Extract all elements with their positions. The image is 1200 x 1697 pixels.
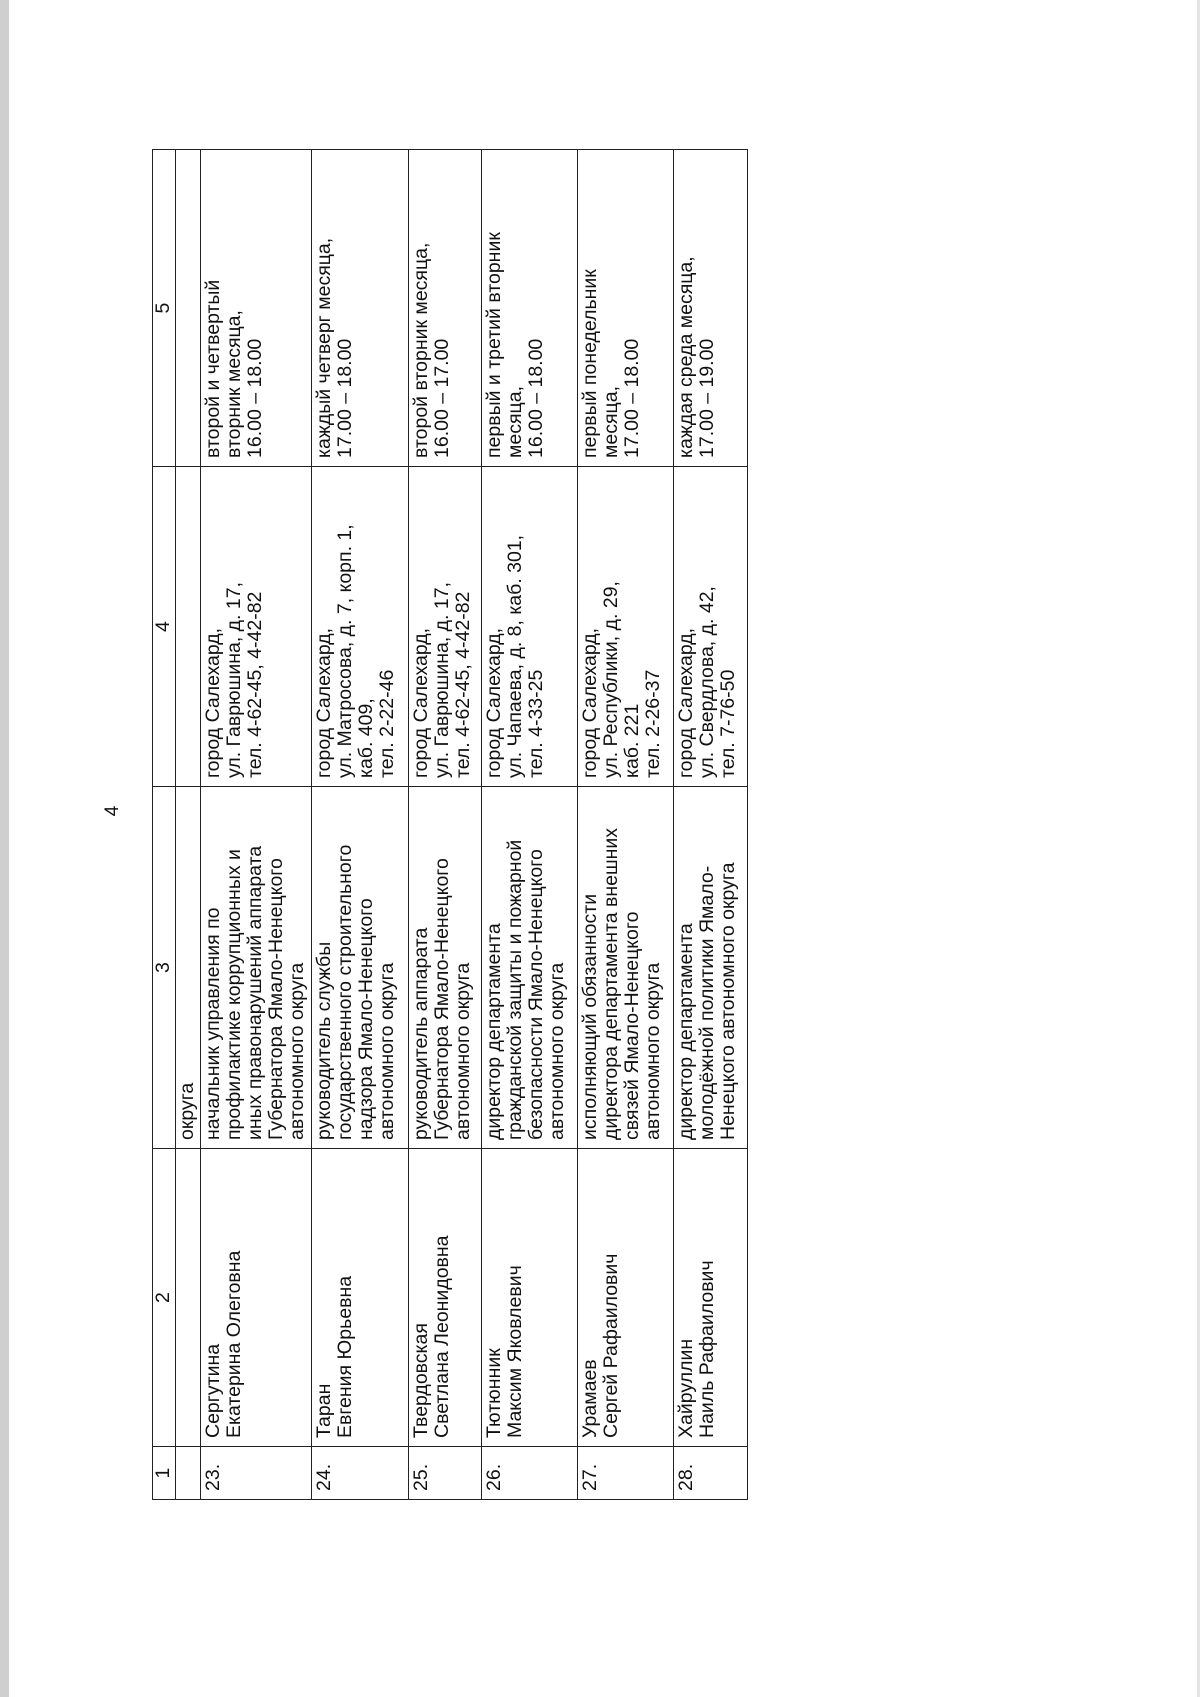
table-header-row	[153, 150, 176, 1500]
scan-margin-shadow	[0, 0, 9, 1697]
row-number: 26.	[482, 1447, 578, 1500]
header-col-1: 1	[153, 1447, 176, 1500]
table-row	[312, 150, 409, 1500]
reception-address: город Салехард, ул. Матросова, д. 7, корп. 1, каб. 409, тел. 2-22-46	[312, 467, 409, 787]
official-name: Твердовская Светлана Леонидовна	[409, 1149, 482, 1447]
official-position: директор департамента молодёжной политики Ямало- Ненецкого автономного округа	[674, 787, 748, 1149]
table-row	[201, 150, 312, 1500]
page-number: 4	[102, 805, 123, 817]
official-name: Сергутина Екатерина Олеговна	[201, 1149, 312, 1447]
continuation-text: округа	[176, 787, 201, 1149]
official-position: начальник управления по профилактике коррупционных и иных правонарушений аппарата Губернатора Ямало-Ненецкого автономного округа	[201, 787, 312, 1149]
table-row	[578, 150, 674, 1500]
reception-address: город Салехард, ул. Чапаева, д. 8, каб. 301, тел. 4-33-25	[482, 467, 578, 787]
header-col-3: 3	[153, 787, 176, 1149]
reception-address: город Салехард, ул. Гаврюшина, д. 17, тел. 4-62-45, 4-42-82	[409, 467, 482, 787]
reception-schedule: первый понедельник месяца, 17.00 – 18.00	[578, 150, 674, 467]
table-row	[409, 150, 482, 1500]
official-name: Тютюнник Максим Яковлевич	[482, 1149, 578, 1447]
official-position: руководитель службы государственного строительного надзора Ямало-Ненецкого автономного округа	[312, 787, 409, 1149]
row-number: 27.	[578, 1447, 674, 1500]
continuation-row	[176, 150, 201, 1500]
rotated-table-container	[152, 150, 810, 1500]
reception-schedule: каждая среда месяца, 17.00 – 19.00	[674, 150, 748, 467]
reception-address: город Салехард, ул. Республики, д. 29, каб. 221 тел. 2-26-37	[578, 467, 674, 787]
reception-schedule: каждый четверг месяца, 17.00 – 18.00	[312, 150, 409, 467]
reception-address: город Салехард, ул. Свердлова, д. 42, тел. 7-76-50	[674, 467, 748, 787]
official-position: директор департамента гражданской защиты и пожарной безопасности Ямало-Ненецкого автономного округа	[482, 787, 578, 1149]
official-name: Хайруллин Наиль Рафаилович	[674, 1149, 748, 1447]
official-position: руководитель аппарата Губернатора Ямало-Ненецкого автономного округа	[409, 787, 482, 1149]
row-number: 23.	[201, 1447, 312, 1500]
officials-reception-table	[152, 149, 748, 1500]
official-position: исполняющий обязанности директора департамента внешних связей Ямало-Ненецкого автономного округа	[578, 787, 674, 1149]
reception-schedule: второй вторник месяца, 16.00 – 17.00	[409, 150, 482, 467]
reception-schedule: первый и третий вторник месяца, 16.00 – 18.00	[482, 150, 578, 467]
row-number: 24.	[312, 1447, 409, 1500]
header-col-5: 5	[153, 150, 176, 467]
row-number: 28.	[674, 1447, 748, 1500]
official-name: Урамаев Сергей Рафаилович	[578, 1149, 674, 1447]
official-name: Таран Евгения Юрьевна	[312, 1149, 409, 1447]
row-number: 25.	[409, 1447, 482, 1500]
header-col-2: 2	[153, 1149, 176, 1447]
header-col-4: 4	[153, 467, 176, 787]
table-row	[482, 150, 578, 1500]
reception-address: город Салехард, ул. Гаврюшина, д. 17, тел. 4-62-45, 4-42-82	[201, 467, 312, 787]
table-row	[674, 150, 748, 1500]
reception-schedule: второй и четвертый вторник месяца, 16.00 – 18.00	[201, 150, 312, 467]
